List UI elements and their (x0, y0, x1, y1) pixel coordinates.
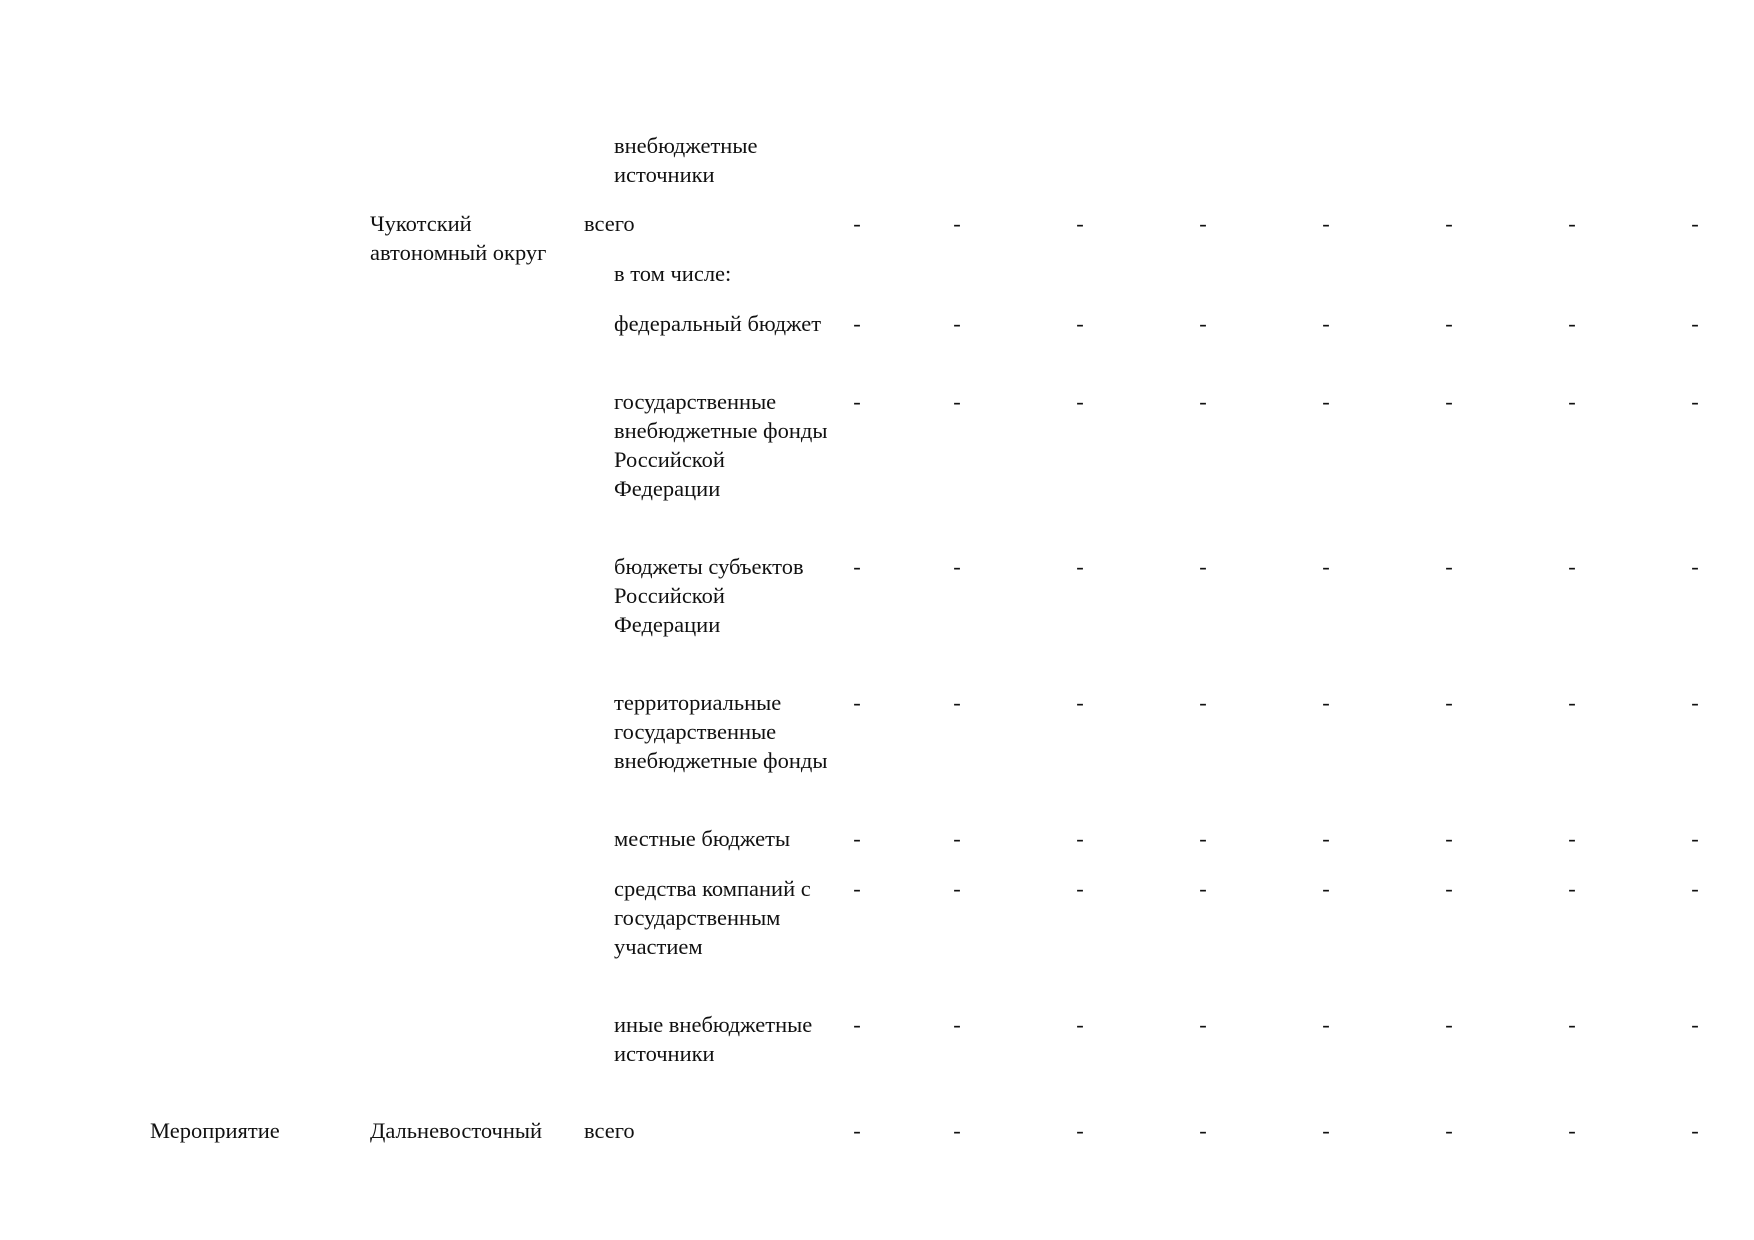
value-cell: - (1322, 554, 1330, 579)
value-cell: - (1445, 311, 1453, 336)
value-cell: - (953, 690, 961, 715)
region-label-line: Чукотский (370, 211, 472, 236)
value-cell: - (1568, 876, 1576, 901)
value-cell: - (1076, 826, 1084, 851)
value-cell: - (1691, 1012, 1699, 1037)
value-cell: - (1568, 1012, 1576, 1037)
value-cell: - (1322, 690, 1330, 715)
value-cell: - (1568, 554, 1576, 579)
value-cell: - (853, 1118, 861, 1143)
value-cell: - (1076, 211, 1084, 236)
funding-subsource-label: местные бюджеты (614, 826, 791, 851)
value-cell: - (1322, 311, 1330, 336)
value-cell: - (1076, 1118, 1084, 1143)
value-cell: - (1199, 311, 1207, 336)
value-cell: - (853, 826, 861, 851)
value-cell: - (1691, 826, 1699, 851)
value-cell: - (853, 554, 861, 579)
value-cell: - (1445, 876, 1453, 901)
value-cell: - (1322, 389, 1330, 414)
value-cell: - (953, 1012, 961, 1037)
region-label-line: автономный округ (370, 240, 547, 265)
funding-subsource-label: в том числе: (614, 261, 732, 286)
funding-subsource-label: государственные внебюджетные фонды Российской Федерации (614, 389, 828, 501)
value-cell: - (1199, 1118, 1207, 1143)
value-cell: - (853, 211, 861, 236)
value-cell: - (1445, 690, 1453, 715)
value-cell: - (1568, 1118, 1576, 1143)
region-label: Дальневосточный (370, 1118, 543, 1143)
value-cell: - (1691, 1118, 1699, 1143)
value-cell: - (1199, 554, 1207, 579)
value-cell: - (853, 1012, 861, 1037)
funding-subsource-label: бюджеты субъектов Российской Федерации (614, 554, 804, 637)
measure-label: Мероприятие (150, 1118, 280, 1143)
value-cell: - (1322, 876, 1330, 901)
value-cell: - (953, 311, 961, 336)
value-cell: - (1568, 211, 1576, 236)
value-cell: - (1322, 826, 1330, 851)
value-cell: - (1076, 389, 1084, 414)
value-cell: - (1076, 311, 1084, 336)
value-cell: - (853, 876, 861, 901)
value-cell: - (1691, 876, 1699, 901)
value-cell: - (1445, 1012, 1453, 1037)
funding-source-label: всего (584, 211, 635, 236)
value-cell: - (1445, 554, 1453, 579)
value-cell: - (853, 690, 861, 715)
funding-subsource-label: внебюджетные источники (614, 133, 758, 187)
value-cell: - (1199, 389, 1207, 414)
value-cell: - (1568, 311, 1576, 336)
value-cell: - (1691, 211, 1699, 236)
value-cell: - (1076, 1012, 1084, 1037)
value-cell: - (1322, 1118, 1330, 1143)
region-label (370, 209, 546, 267)
value-cell: - (1199, 211, 1207, 236)
value-cell: - (1568, 690, 1576, 715)
value-cell: - (853, 389, 861, 414)
value-cell: - (1568, 389, 1576, 414)
value-cell: - (953, 1118, 961, 1143)
value-cell: - (1199, 826, 1207, 851)
funding-subsource-label: федеральный бюджет (614, 311, 822, 336)
value-cell: - (1445, 211, 1453, 236)
funding-subsource-label: средства компаний с государственным участием (614, 876, 811, 959)
value-cell: - (1445, 389, 1453, 414)
value-cell: - (1691, 554, 1699, 579)
value-cell: - (1076, 876, 1084, 901)
value-cell: - (1691, 389, 1699, 414)
value-cell: - (953, 554, 961, 579)
value-cell: - (953, 826, 961, 851)
value-cell: - (1445, 826, 1453, 851)
value-cell: - (1322, 1012, 1330, 1037)
value-cell: - (953, 876, 961, 901)
value-cell: - (1568, 826, 1576, 851)
value-cell: - (1076, 690, 1084, 715)
value-cell: - (1322, 211, 1330, 236)
value-cell: - (1691, 311, 1699, 336)
funding-subsource-label: иные внебюджетные источники (614, 1012, 813, 1066)
funding-subsource-label: территориальные государственные внебюджетные фонды (614, 690, 828, 773)
value-cell: - (1199, 1012, 1207, 1037)
value-cell: - (1199, 876, 1207, 901)
value-cell: - (1691, 690, 1699, 715)
value-cell: - (1445, 1118, 1453, 1143)
value-cell: - (1199, 690, 1207, 715)
value-cell: - (953, 211, 961, 236)
value-cell: - (953, 389, 961, 414)
funding-source-label: всего (584, 1118, 635, 1143)
value-cell: - (853, 311, 861, 336)
value-cell: - (1076, 554, 1084, 579)
